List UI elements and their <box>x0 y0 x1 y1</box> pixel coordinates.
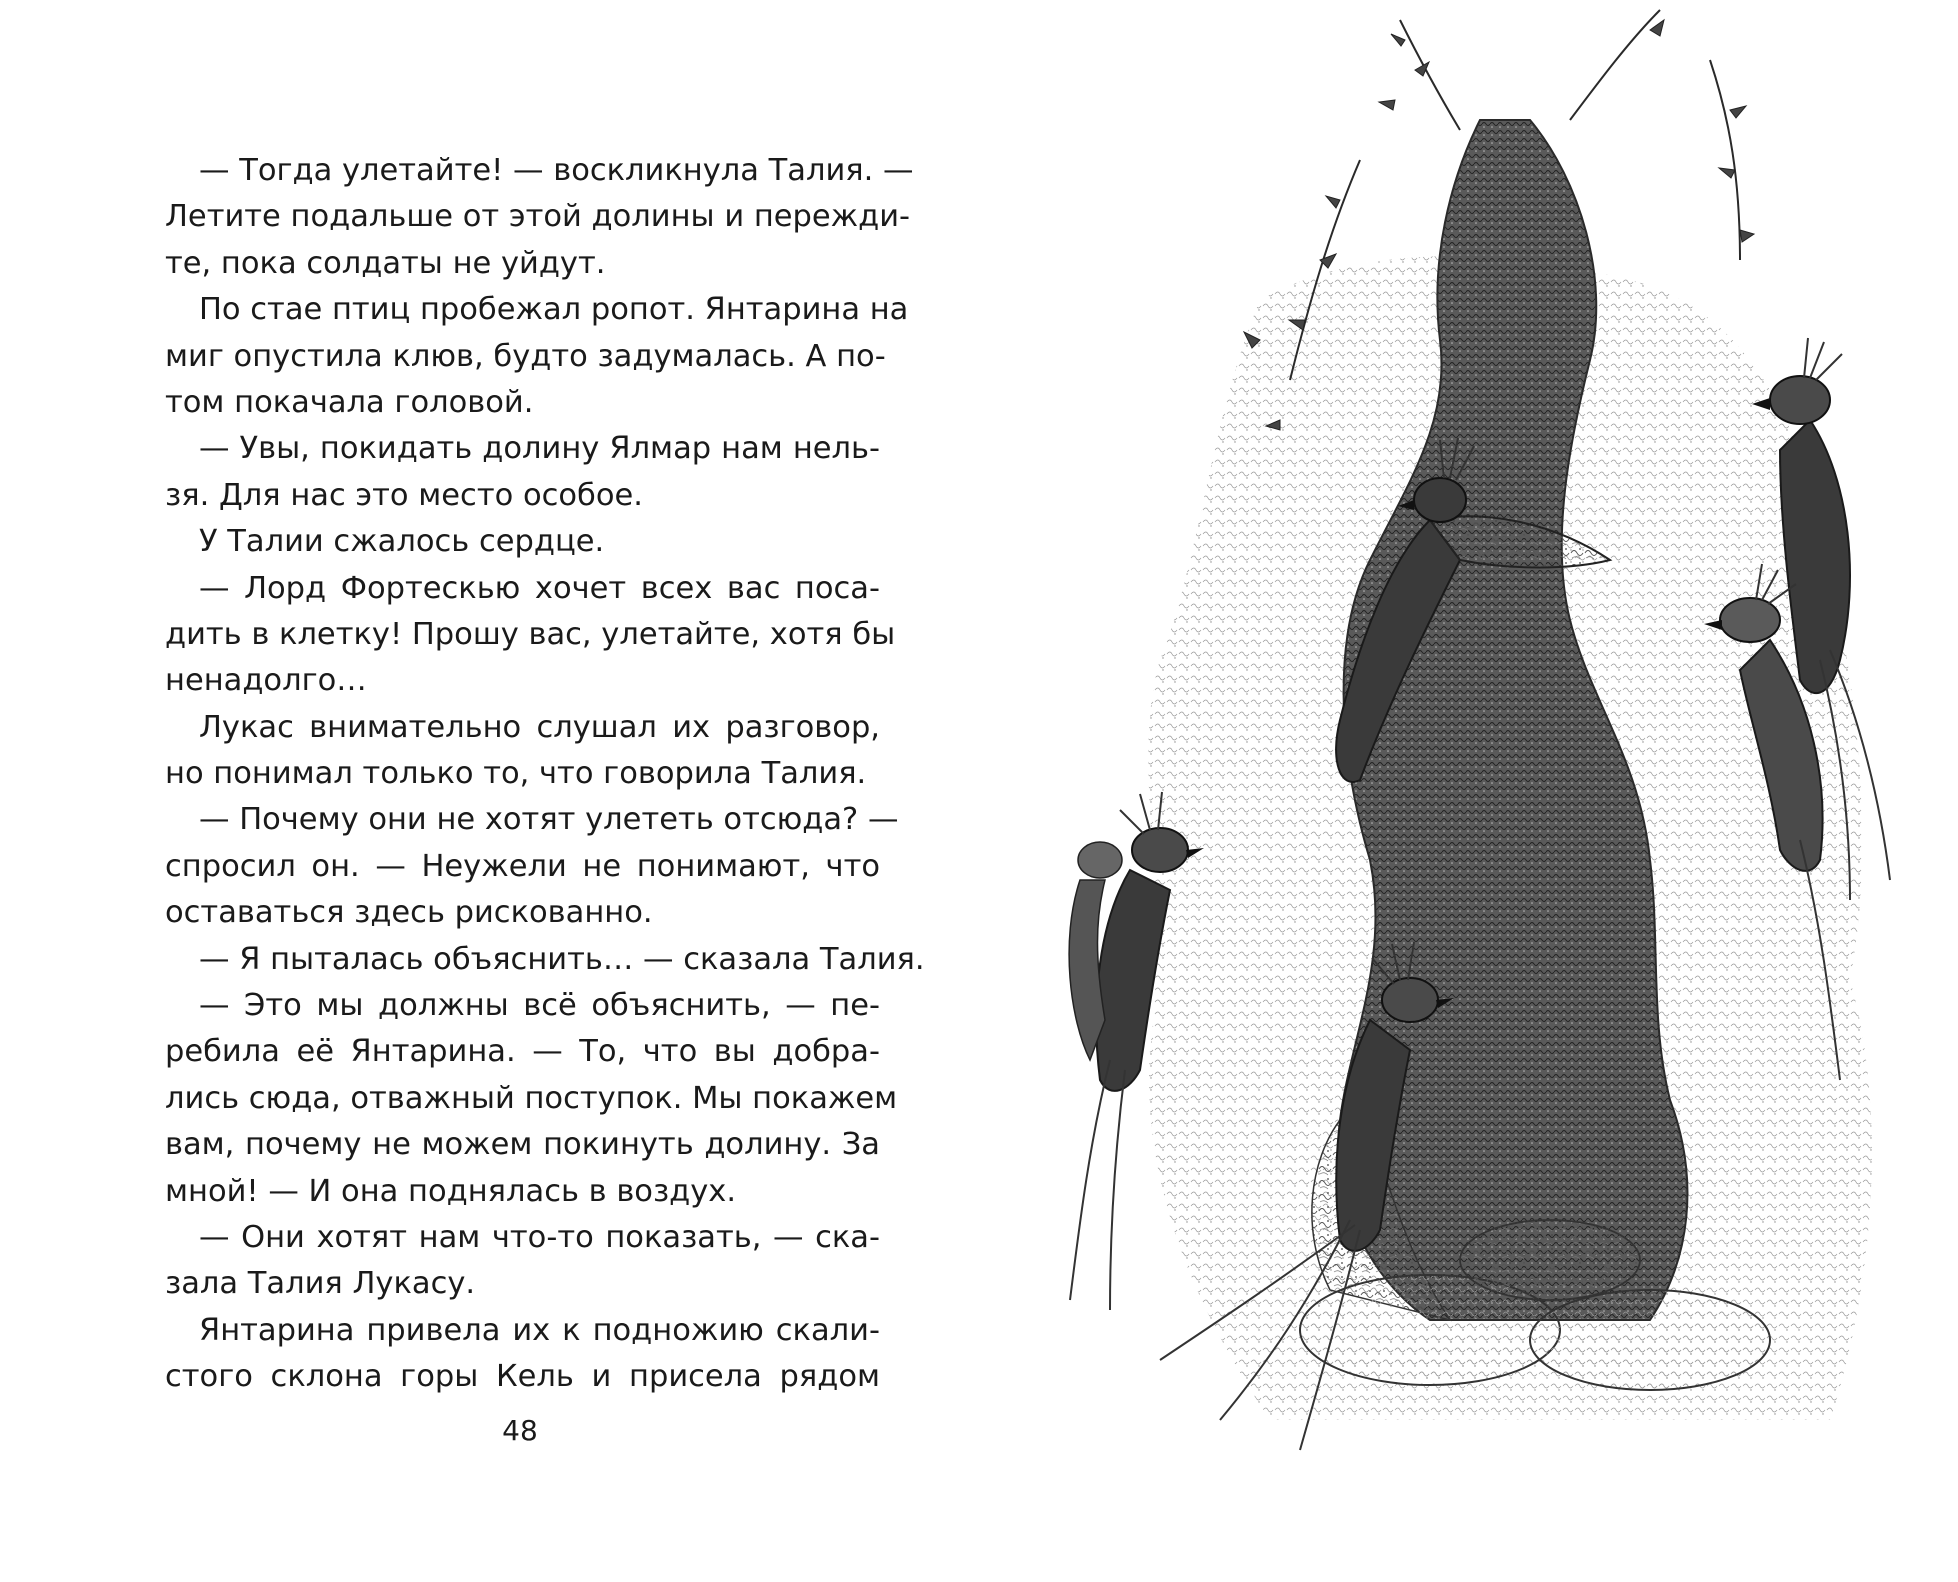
text-line: но понимал только то, что говорила Талия. <box>165 756 867 792</box>
text-line: оставаться здесь рискованно. <box>165 895 653 931</box>
text-line: Янтарина привела их к подножию скали- <box>199 1312 880 1348</box>
text-line: вам, почему не можем покинуть долину. За <box>165 1127 880 1163</box>
text-line: — Лорд Фортескью хочет всех вас поса- <box>199 570 880 606</box>
text-line: — Увы, покидать долину Ялмар нам нель- <box>199 431 880 467</box>
text-line: ребила её Янтарина. — То, что вы добра- <box>165 1034 880 1070</box>
text-line: Лукас внимательно слушал их разговор, <box>199 709 880 745</box>
page-number: 48 <box>502 1414 538 1447</box>
illustration-svg <box>1010 0 1958 1500</box>
text-line: — Это мы должны всё объяснить, — пе- <box>199 988 880 1024</box>
text-line: зя. Для нас это место особое. <box>165 477 643 513</box>
text-line: — Они хотят нам что-то показать, — ска- <box>199 1219 880 1255</box>
text-line: дить в клетку! Прошу вас, улетайте, хотя бы <box>165 616 896 652</box>
text-line: У Талии сжалось сердце. <box>199 524 605 560</box>
bird-rock-illustration <box>1010 0 1958 1500</box>
text-line: стого склона горы Кель и присела рядом <box>165 1359 880 1395</box>
text-line: По стае птиц пробежал ропот. Янтарина на <box>199 292 909 328</box>
text-line: миг опустила клюв, будто задумалась. А по- <box>165 338 886 374</box>
body-text <box>165 148 925 1401</box>
text-line: — Тогда улетайте! — воскликнула Талия. — <box>199 153 914 188</box>
text-line: мной! — И она поднялась в воздух. <box>165 1173 737 1209</box>
text-line: зала Талия Лукасу. <box>165 1266 476 1302</box>
text-line: лись сюда, отважный поступок. Мы покажем <box>165 1080 898 1116</box>
text-line: спросил он. — Неужели не понимают, что <box>165 848 880 884</box>
text-line: том покачала головой. <box>165 384 534 420</box>
text-line: — Почему они не хотят улететь отсюда? — <box>199 802 899 838</box>
text-line: те, пока солдаты не уйдут. <box>165 245 606 281</box>
text-line: — Я пыталась объяснить… — сказала Талия. <box>199 941 925 977</box>
text-line: Летите подальше от этой долины и пережди- <box>165 199 911 235</box>
text-line: ненадолго… <box>165 663 367 699</box>
